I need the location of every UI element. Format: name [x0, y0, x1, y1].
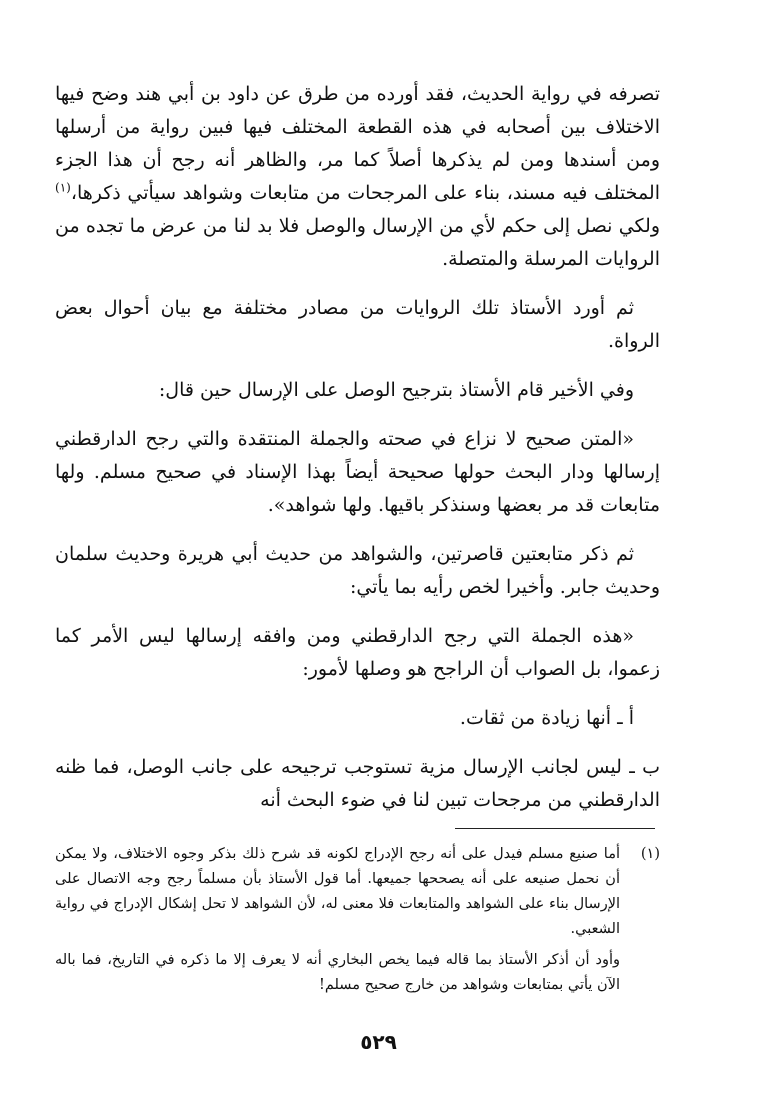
- list-item-b: ب ـ ليس لجانب الإرسال مزية تستوجب ترجيحه على جانب الوصل، فما ظنه الدارقطني من مرجحات تبين لنا في ضوء البحث أنه: [55, 756, 660, 811]
- main-text: [55, 78, 660, 817]
- footnote-1: [55, 842, 660, 942]
- footnote-text: أما صنيع مسلم فيدل على أنه رجح الإدراج لكونه قد شرح ذلك بذكر وجوه الاختلاف، ولا يمكن أن نحمل صنيعه على أنه يصححها جميعها. أما قول الأستاذ بأن مسلماً رجح وجه الاتصال على الإرسال بناء على الشواهد والمتابعات فلا معنى له، لأن الشواهد لا تحل إشكال الإدراج في رواية الشعبي.: [55, 846, 620, 937]
- list-item-a: أ ـ أنها زيادة من ثقات.: [459, 707, 634, 729]
- footnote-number: (١): [640, 846, 660, 862]
- quote-paragraph-2: «هذه الجملة التي رجح الدارقطني ومن وافقه إرسالها ليس الأمر كما زعموا، بل الصواب أن الراجح هو وصلها لأمور:: [55, 625, 660, 680]
- page-body: [55, 78, 660, 833]
- paragraph-3: وفي الأخير قام الأستاذ بترجيح الوصل على الإرسال حين قال:: [158, 379, 634, 401]
- footnote-divider: [455, 828, 655, 829]
- paragraph-1: [55, 78, 660, 276]
- paragraph-1-before: تصرفه في رواية الحديث، فقد أورده من طرق عن داود بن أبي هند وضح فيها الاختلاف بين أصحابه في هذه القطعة المختلف فيها فبين رواية من أرسلها ومن أسندها ومن لم يذكرها أصلاً كما مر، والظاهر أنه رجح أن هذا الجزء المختلف فيه مسند، بناء على المرجحات من متابعات وشواهد سيأتي ذكرها،: [55, 83, 660, 204]
- paragraph-4: ثم ذكر متابعتين قاصرتين، والشواهد من حديث أبي هريرة وحديث سلمان وحديث جابر. وأخيرا لخص رأيه بما يأتي:: [55, 543, 660, 598]
- quote-paragraph-1: «المتن صحيح لا نزاع في صحته والجملة المنتقدة والتي رجح الدارقطني إرسالها ودار البحث حولها صحيحة أيضاً بهذا الإسناد في صحيح مسلم. ولها متابعات قد مر بعضها وسنذكر باقيها. ولها شواهد».: [55, 428, 660, 516]
- paragraph-2: ثم أورد الأستاذ تلك الروايات من مصادر مختلفة مع بيان أحوال بعض الرواة.: [55, 297, 660, 352]
- paragraph-1-after: ولكي نصل إلى حكم لأي من الإرسال والوصل فلا بد لنا من عرض ما تجده من الروايات المرسلة والمتصلة.: [55, 215, 660, 270]
- page-number: ٥٢٩: [360, 1030, 397, 1054]
- footnotes: [55, 842, 660, 998]
- footnote-reference-1: (١): [55, 180, 71, 195]
- footnote-continuation: وأود أن أذكر الأستاذ بما قاله فيما يخص البخاري أنه لا يعرف إلا ما ذكره في التاريخ، فما باله الآن يأتي بمتابعات وشواهد من خارج صحيح مسلم!: [55, 952, 620, 993]
